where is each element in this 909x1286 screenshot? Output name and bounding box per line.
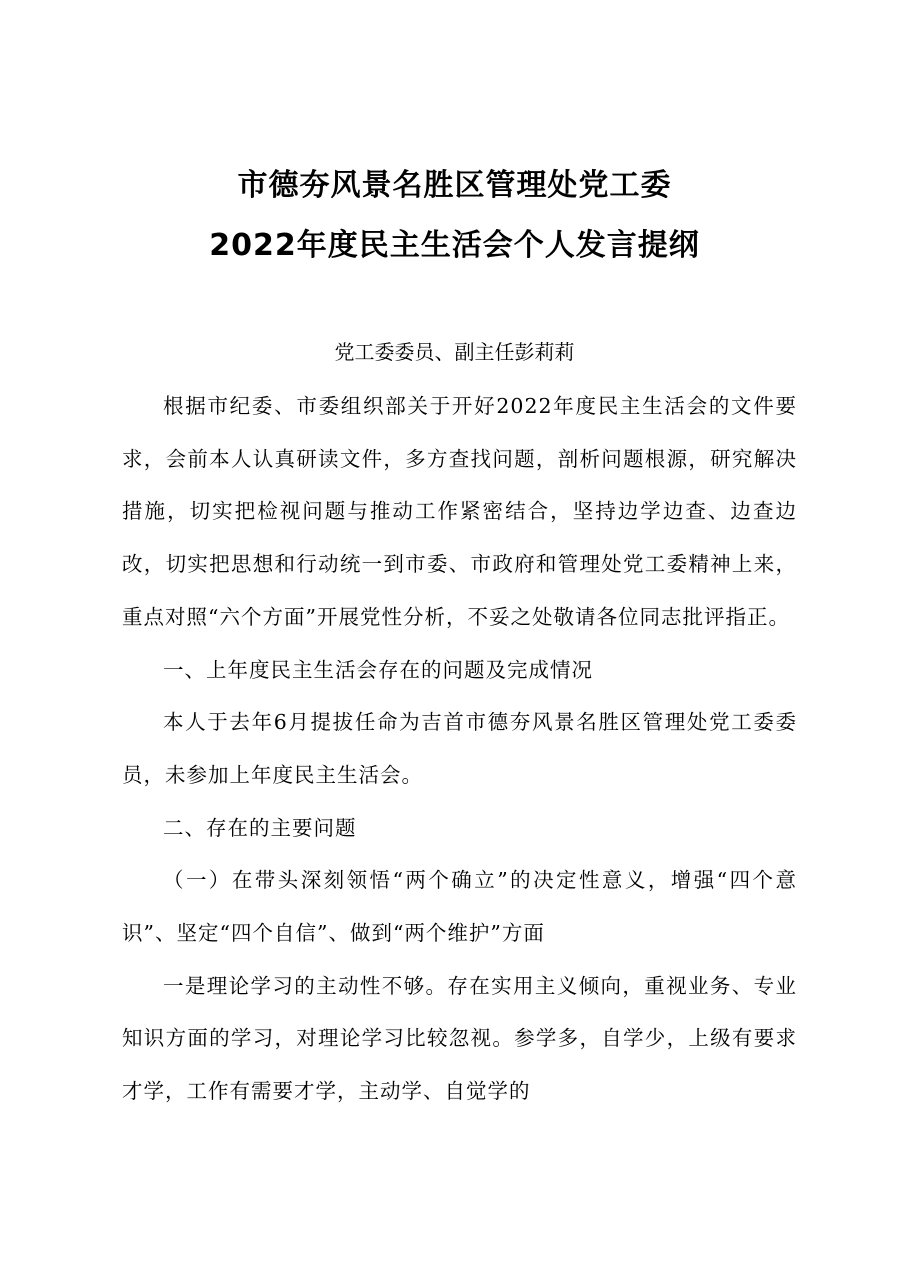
body-paragraph: 一是理论学习的主动性不够。存在实用主义倾向，重视业务、专业知识方面的学习，对理论学习比较忽视。参学多，自学少，上级有要求才学，工作有需要才学，主动学、自觉学的	[122, 973, 797, 1104]
document-title-line-1: 市德夯风景名胜区管理处党工委	[237, 168, 672, 203]
section-heading-2: 二、存在的主要问题	[163, 815, 357, 840]
document-author: 党工委委员、副主任彭莉莉	[334, 340, 575, 364]
document-title-line-2: 2022年度民主生活会个人发言提纲	[209, 228, 700, 263]
document-body	[122, 380, 797, 1118]
subsection-heading: （一）在带头深刻领悟“两个确立”的决定性意义，增强“四个意识”、坚定“四个自信”、做到“两个维护”方面	[122, 868, 797, 946]
body-paragraph: 本人于去年6月提拔任命为吉首市德夯风景名胜区管理处党工委委员，未参加上年度民主生活会。	[122, 710, 797, 787]
body-paragraph-intro: 根据市纪委、市委组织部关于开好2022年度民主生活会的文件要求，会前本人认真研读文件，多方查找问题，剖析问题根源，研究解决措施，切实把检视问题与推动工作紧密结合，坚持边学边查、边查边改，切实把思想和行动统一到市委、市政府和管理处党工委精神上来，重点对照“六个方面”开展党性分析，不妥之处敬请各位同志批评指正。	[122, 394, 797, 629]
section-heading-1: 一、上年度民主生活会存在的问题及完成情况	[163, 657, 593, 682]
